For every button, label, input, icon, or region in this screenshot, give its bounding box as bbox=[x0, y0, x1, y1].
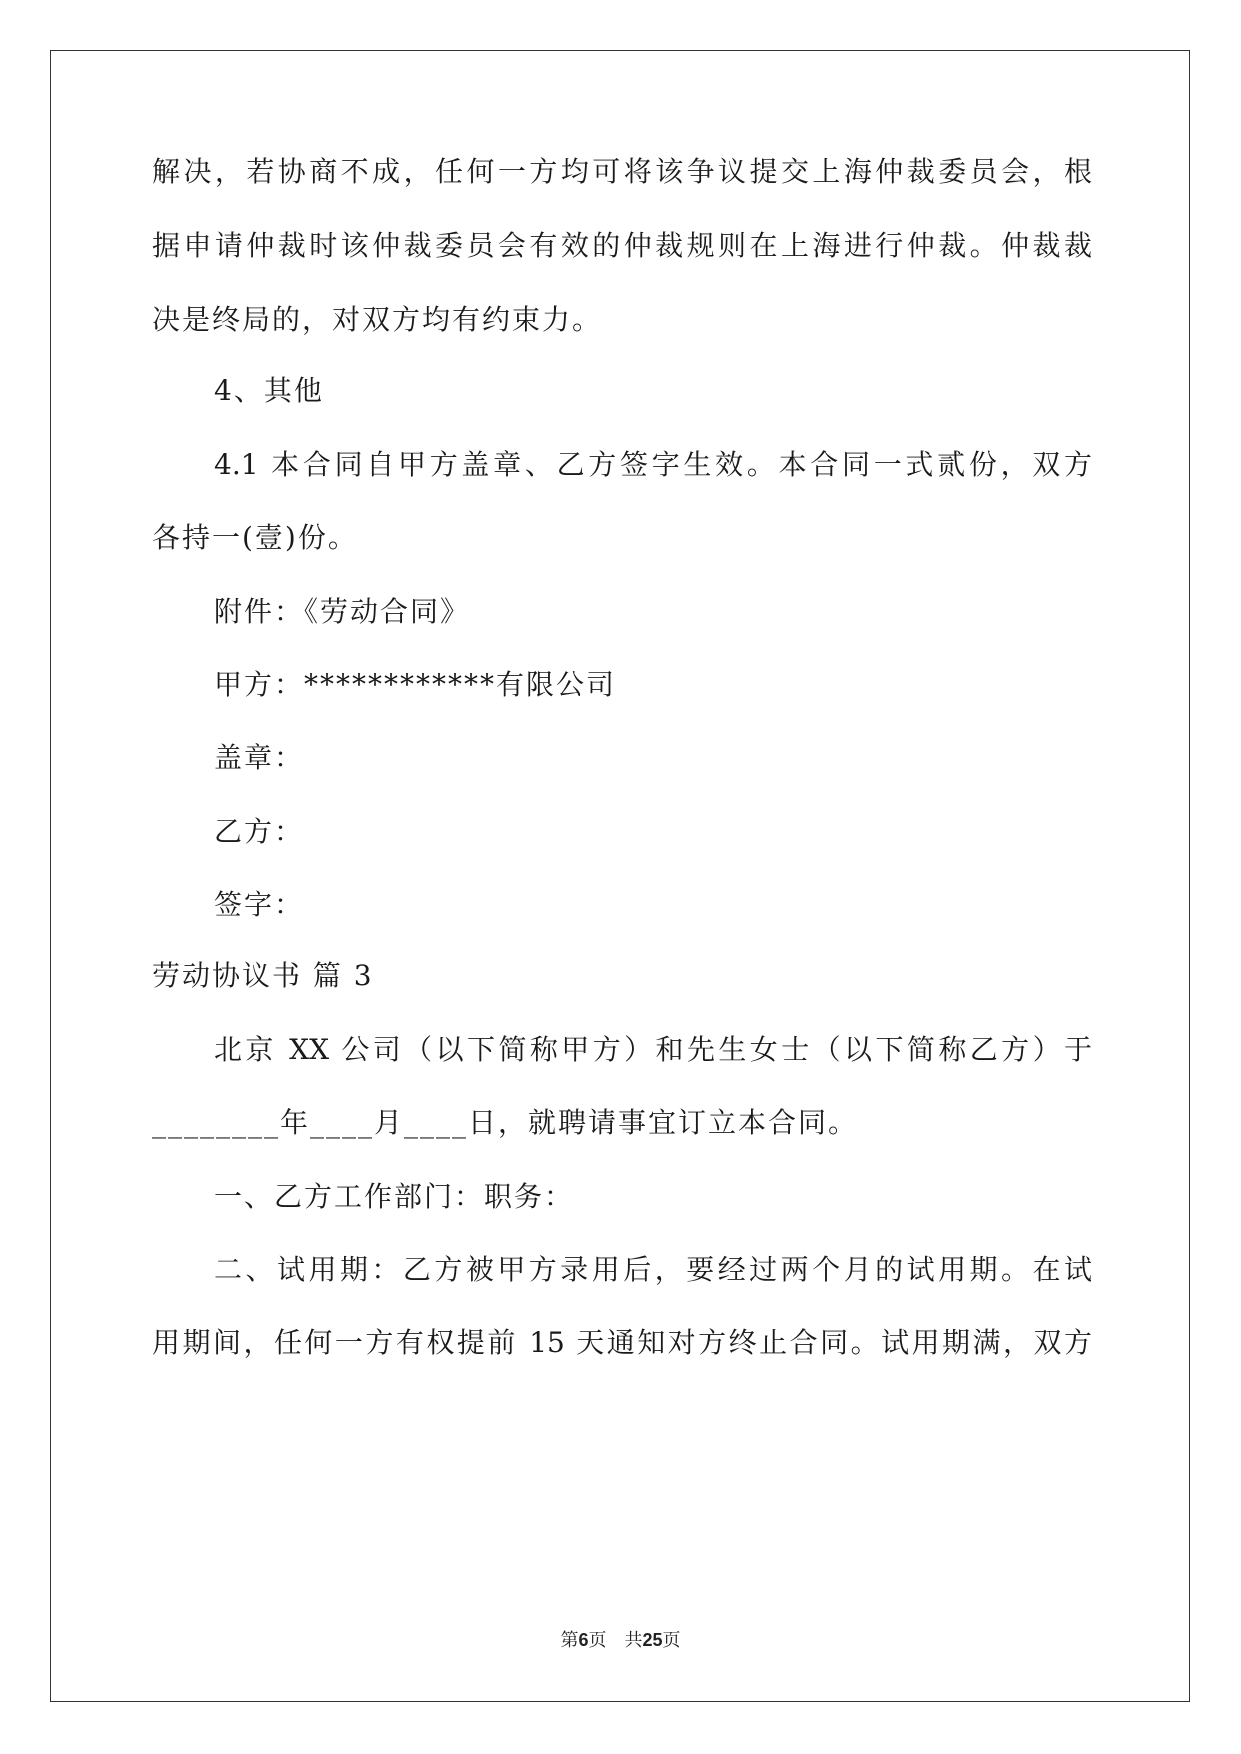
page-prefix: 第 bbox=[560, 1630, 579, 1651]
section-title: 劳动协议书 篇 3 bbox=[152, 959, 374, 992]
page-number-footer bbox=[0, 1628, 1241, 1653]
party-b-line: 乙方： bbox=[214, 815, 305, 848]
body-line-3: 决是终局的，对双方均有约束力。 bbox=[152, 303, 603, 336]
body-line-1: 解决，若协商不成，任何一方均可将该争议提交上海仲裁委员会，根 bbox=[152, 155, 1092, 188]
body-line-each-holds: 各持一(壹)份。 bbox=[152, 521, 358, 554]
page-suffix: 页 bbox=[662, 1630, 681, 1651]
attachment-line: 附件：《劳动合同》 bbox=[214, 595, 471, 628]
contract-intro-line-1: 北京 XX 公司（以下简称甲方）和先生女士（以下简称乙方）于 bbox=[214, 1033, 1092, 1066]
signature-line: 签字： bbox=[214, 888, 305, 921]
page-border bbox=[50, 50, 1190, 1702]
party-a-line: 甲方：************有限公司 bbox=[214, 668, 617, 701]
seal-line: 盖章： bbox=[214, 741, 305, 774]
page-mid: 页 共 bbox=[588, 1630, 643, 1651]
body-line-2: 据申请仲裁时该仲裁委员会有效的仲裁规则在上海进行仲裁。仲裁裁 bbox=[152, 229, 1092, 262]
section-heading-other: 4、其他 bbox=[214, 374, 324, 407]
body-line-4-1: 4.1 本合同自甲方盖章、乙方签字生效。本合同一式贰份，双方 bbox=[214, 448, 1092, 481]
clause-probation-line-2: 用期间，任何一方有权提前 15 天通知对方终止合同。试用期满，双方 bbox=[152, 1326, 1092, 1359]
contract-intro-line-2: ________年____月____日，就聘请事宜订立本合同。 bbox=[152, 1106, 859, 1139]
page-current: 6 bbox=[578, 1630, 589, 1650]
page-total: 25 bbox=[642, 1630, 663, 1650]
clause-department: 一、乙方工作部门：职务： bbox=[214, 1180, 575, 1213]
clause-probation-line-1: 二、试用期：乙方被甲方录用后，要经过两个月的试用期。在试 bbox=[214, 1253, 1092, 1286]
